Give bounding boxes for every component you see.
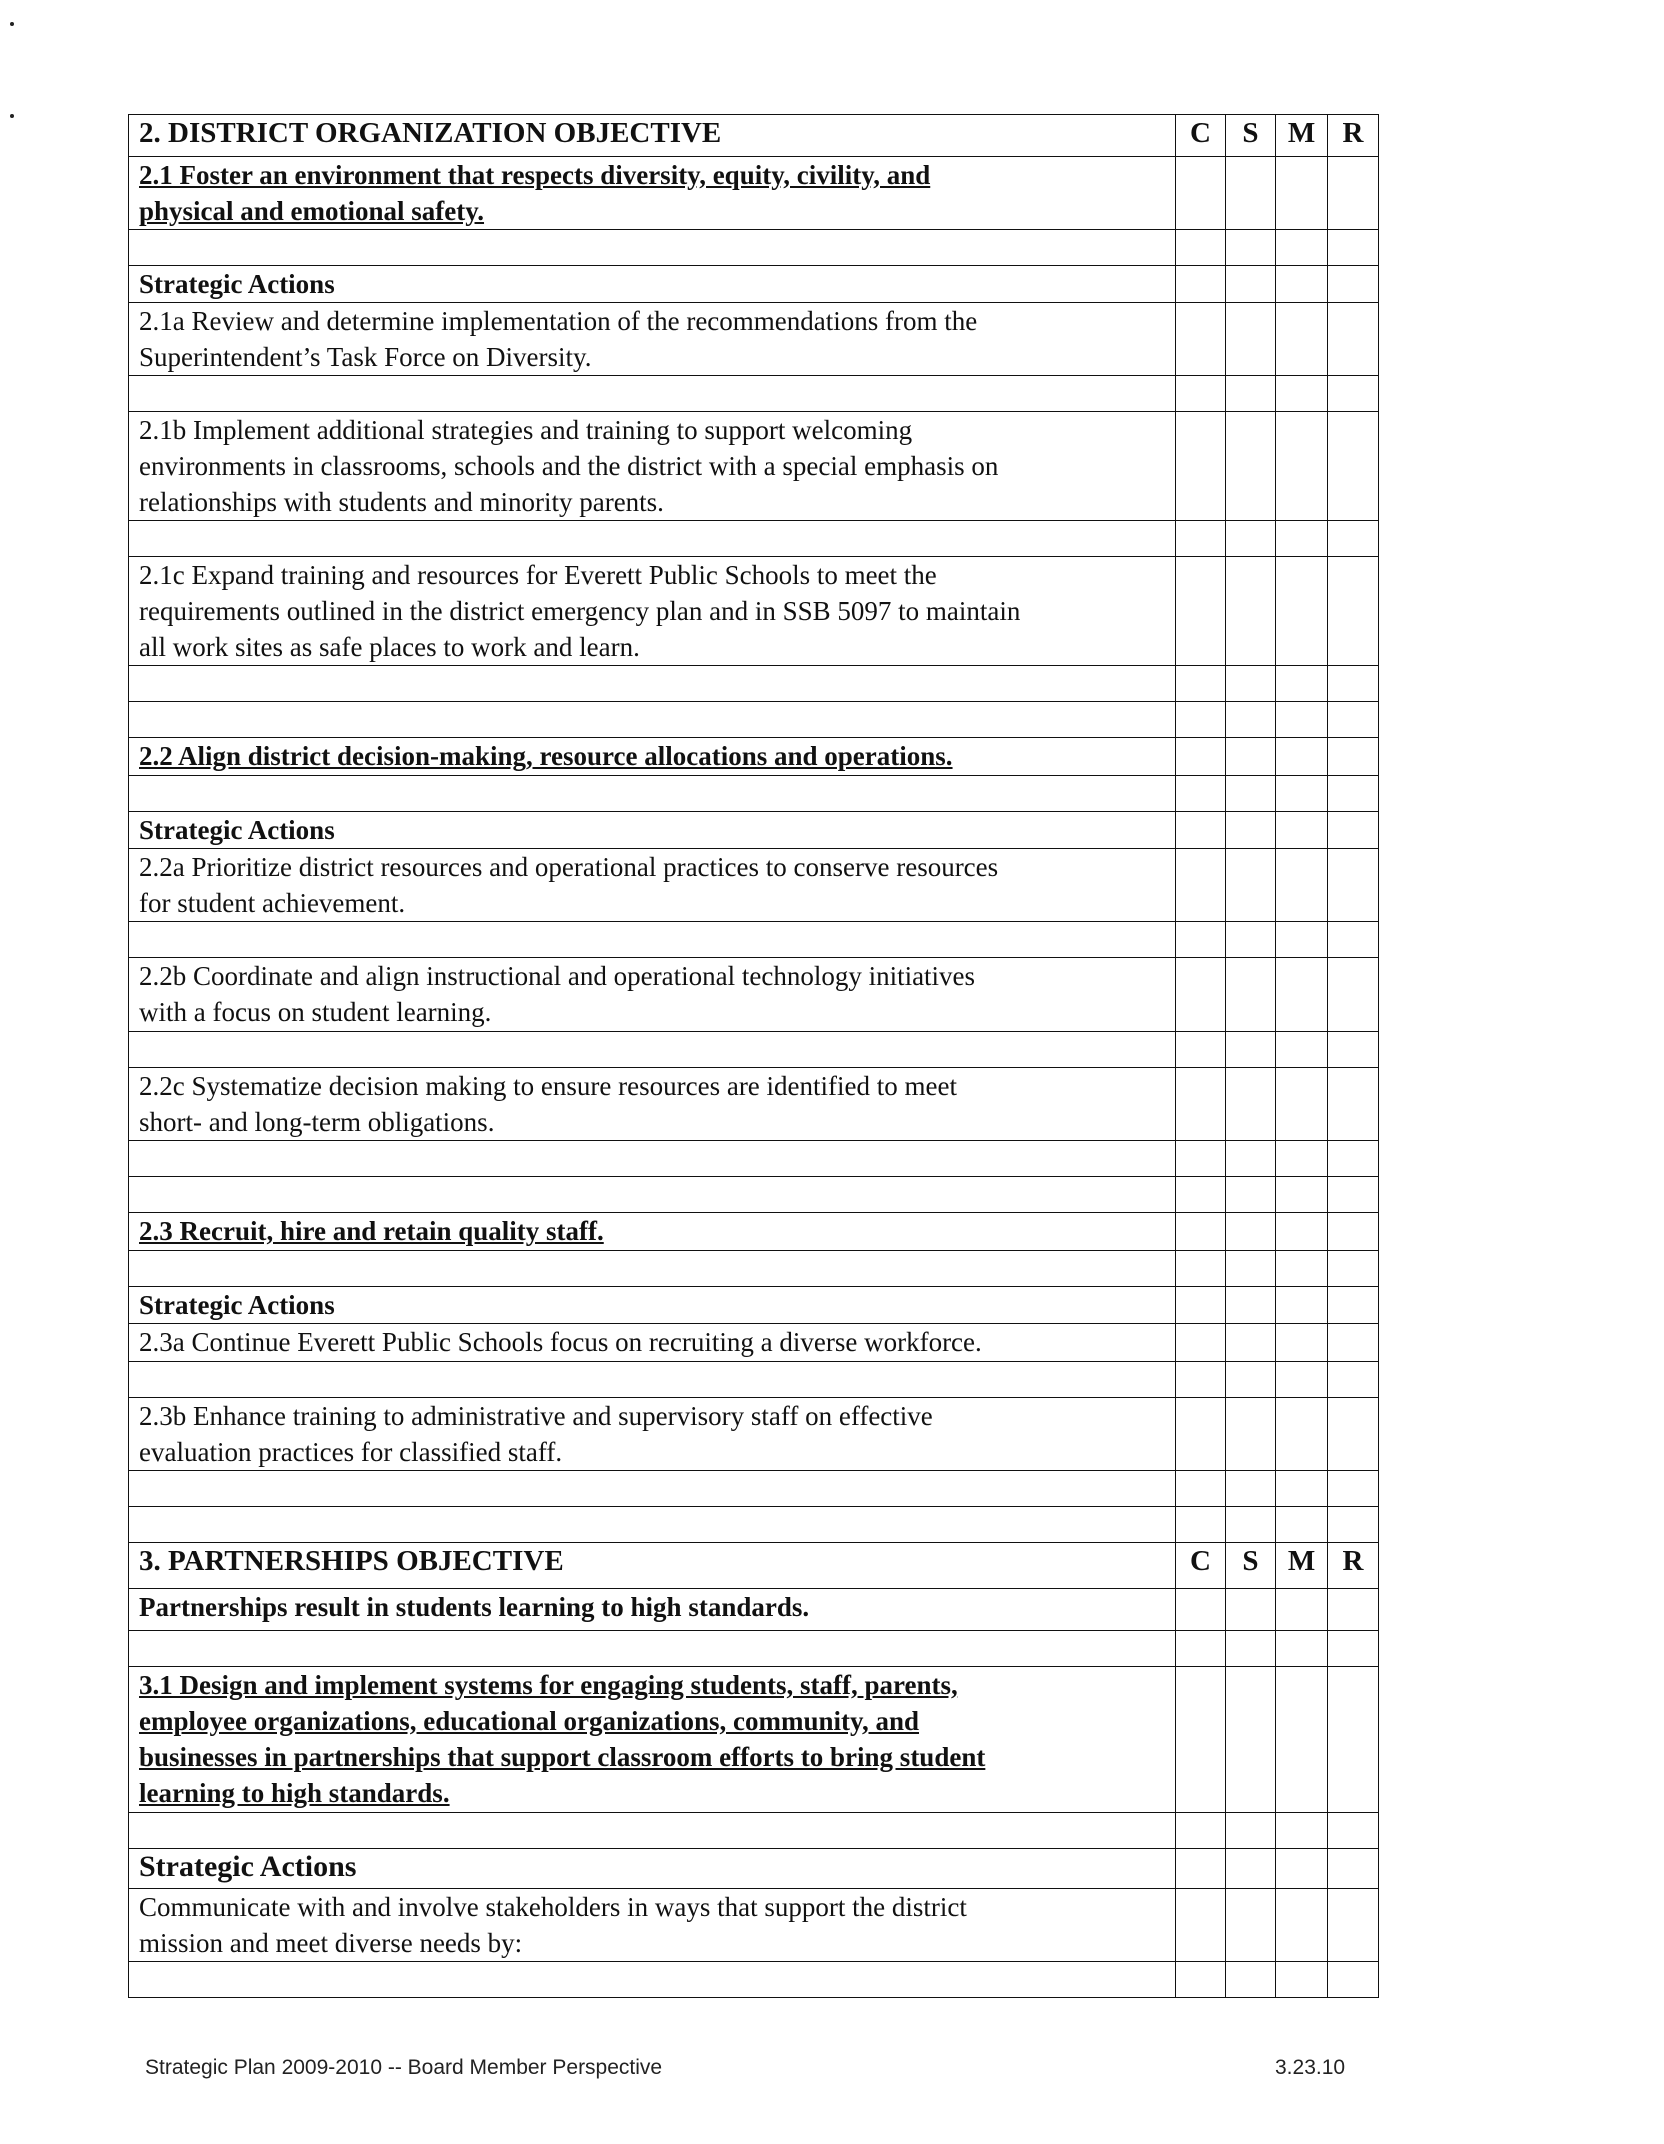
rating-cell: [1226, 702, 1276, 738]
rating-cell: [1328, 521, 1379, 557]
rating-cell: [1176, 1589, 1226, 1631]
rating-cell: [1176, 376, 1226, 412]
blank-cell: [129, 666, 1176, 702]
strategic-plan-table: [128, 114, 1379, 1998]
action-text: 2.2a Prioritize district resources and operational practices to conserve resources for student achievement.: [129, 849, 1176, 922]
rating-cell: [1176, 412, 1226, 521]
blank-row: [129, 702, 1379, 738]
rating-cell: [1226, 1177, 1276, 1213]
table-row: [129, 1849, 1379, 1889]
rating-cell: [1276, 1962, 1328, 1998]
blank-row: [129, 1507, 1379, 1543]
table-row: [129, 738, 1379, 776]
rating-cell: [1176, 666, 1226, 702]
rating-cell: [1328, 1398, 1379, 1471]
rating-cell: [1276, 1287, 1328, 1324]
rating-cell: [1328, 812, 1379, 849]
rating-cell: [1176, 1141, 1226, 1177]
goal-text: 2.2 Align district decision-making, resource allocations and operations.: [129, 738, 1176, 776]
rating-cell: [1226, 1251, 1276, 1287]
rating-cell: [1226, 412, 1276, 521]
column-header-r: R: [1328, 1543, 1379, 1589]
rating-cell: [1226, 958, 1276, 1032]
rating-cell: [1328, 922, 1379, 958]
rating-cell: [1176, 1032, 1226, 1068]
rating-cell: [1176, 1849, 1226, 1889]
column-header-s: S: [1226, 115, 1276, 157]
rating-cell: [1176, 303, 1226, 376]
blank-row: [129, 521, 1379, 557]
rating-cell: [1328, 738, 1379, 776]
blank-row: [129, 1032, 1379, 1068]
blank-cell: [129, 1471, 1176, 1507]
rating-cell: [1276, 1471, 1328, 1507]
rating-cell: [1328, 1324, 1379, 1362]
rating-cell: [1276, 922, 1328, 958]
table-row: [129, 958, 1379, 1032]
rating-cell: [1226, 230, 1276, 266]
blank-cell: [129, 702, 1176, 738]
rating-cell: [1226, 1471, 1276, 1507]
rating-cell: [1176, 1962, 1226, 1998]
blank-cell: [129, 1141, 1176, 1177]
blank-row: [129, 1141, 1379, 1177]
blank-row: [129, 1177, 1379, 1213]
rating-cell: [1276, 812, 1328, 849]
rating-cell: [1176, 1813, 1226, 1849]
blank-row: [129, 1471, 1379, 1507]
rating-cell: [1226, 521, 1276, 557]
rating-cell: [1328, 1631, 1379, 1667]
rating-cell: [1226, 1398, 1276, 1471]
rating-cell: [1328, 230, 1379, 266]
rating-cell: [1328, 157, 1379, 230]
rating-cell: [1176, 1471, 1226, 1507]
rating-cell: [1176, 849, 1226, 922]
blank-row: [129, 1813, 1379, 1849]
rating-cell: [1226, 1324, 1276, 1362]
blank-cell: [129, 1032, 1176, 1068]
rating-cell: [1276, 1324, 1328, 1362]
rating-cell: [1226, 1068, 1276, 1141]
rating-cell: [1328, 1889, 1379, 1962]
table-row: [129, 1287, 1379, 1324]
rating-cell: [1328, 412, 1379, 521]
blank-row: [129, 666, 1379, 702]
action-text: 2.2b Coordinate and align instructional and operational technology initiatives with a focus on student learning.: [129, 958, 1176, 1032]
blank-cell: [129, 521, 1176, 557]
rating-cell: [1276, 1177, 1328, 1213]
rating-cell: [1176, 1889, 1226, 1962]
blank-cell: [129, 1962, 1176, 1998]
blank-cell: [129, 776, 1176, 812]
goal-text: 2.1 Foster an environment that respects diversity, equity, civility, and physical and emotional safety.: [129, 157, 1176, 230]
rating-cell: [1276, 1032, 1328, 1068]
rating-cell: [1328, 1589, 1379, 1631]
action-text: Communicate with and involve stakeholders in ways that support the district mission and meet diverse needs by:: [129, 1889, 1176, 1962]
goal-text: Partnerships result in students learning to high standards.: [129, 1589, 1176, 1631]
table-row: [129, 266, 1379, 303]
rating-cell: [1176, 1213, 1226, 1251]
rating-cell: [1328, 1813, 1379, 1849]
rating-cell: [1276, 776, 1328, 812]
objective-title: 2. DISTRICT ORGANIZATION OBJECTIVE: [129, 115, 1176, 157]
rating-cell: [1276, 1667, 1328, 1813]
rating-cell: [1176, 702, 1226, 738]
column-header-m: M: [1276, 1543, 1328, 1589]
blank-row: [129, 1362, 1379, 1398]
column-header-s: S: [1226, 1543, 1276, 1589]
rating-cell: [1176, 557, 1226, 666]
blank-cell: [129, 230, 1176, 266]
blank-row: [129, 230, 1379, 266]
rating-cell: [1328, 1962, 1379, 1998]
rating-cell: [1328, 1287, 1379, 1324]
rating-cell: [1276, 1889, 1328, 1962]
rating-cell: [1226, 1813, 1276, 1849]
rating-cell: [1276, 230, 1328, 266]
strategic-actions-label: Strategic Actions: [129, 812, 1176, 849]
rating-cell: [1226, 1287, 1276, 1324]
rating-cell: [1176, 1287, 1226, 1324]
rating-cell: [1176, 1324, 1226, 1362]
rating-cell: [1226, 1849, 1276, 1889]
rating-cell: [1226, 376, 1276, 412]
action-text: 2.1b Implement additional strategies and training to support welcoming environments in classrooms, schools and the district with a special emphasis on relationships with students and minority parents.: [129, 412, 1176, 521]
rating-cell: [1328, 1471, 1379, 1507]
blank-cell: [129, 1177, 1176, 1213]
table-row: [129, 849, 1379, 922]
rating-cell: [1276, 1251, 1328, 1287]
rating-cell: [1328, 1141, 1379, 1177]
rating-cell: [1276, 1362, 1328, 1398]
rating-cell: [1276, 738, 1328, 776]
rating-cell: [1226, 666, 1276, 702]
rating-cell: [1276, 1141, 1328, 1177]
rating-cell: [1276, 266, 1328, 303]
goal-text: 3.1 Design and implement systems for engaging students, staff, parents, employee organizations, educational organizations, community, and businesses in partnerships that support classroom efforts to bring student learning to high standards.: [129, 1667, 1176, 1813]
strategic-actions-label: Strategic Actions: [129, 266, 1176, 303]
rating-cell: [1328, 1177, 1379, 1213]
rating-cell: [1328, 1362, 1379, 1398]
rating-cell: [1328, 1849, 1379, 1889]
rating-cell: [1328, 666, 1379, 702]
table-row: [129, 812, 1379, 849]
blank-row: [129, 376, 1379, 412]
strategic-actions-label: Strategic Actions: [129, 1287, 1176, 1324]
rating-cell: [1276, 303, 1328, 376]
rating-cell: [1328, 849, 1379, 922]
rating-cell: [1276, 521, 1328, 557]
rating-cell: [1176, 1362, 1226, 1398]
column-header-m: M: [1276, 115, 1328, 157]
rating-cell: [1176, 521, 1226, 557]
blank-row: [129, 1962, 1379, 1998]
rating-cell: [1226, 157, 1276, 230]
table-row: [129, 1213, 1379, 1251]
rating-cell: [1226, 557, 1276, 666]
rating-cell: [1226, 1889, 1276, 1962]
blank-cell: [129, 1813, 1176, 1849]
table-row: [129, 1889, 1379, 1962]
rating-cell: [1276, 1813, 1328, 1849]
blank-row: [129, 1631, 1379, 1667]
rating-cell: [1328, 702, 1379, 738]
rating-cell: [1276, 1589, 1328, 1631]
rating-cell: [1276, 1849, 1328, 1889]
rating-cell: [1226, 1631, 1276, 1667]
rating-cell: [1276, 157, 1328, 230]
footer-left: Strategic Plan 2009-2010 -- Board Member Perspective: [145, 2056, 663, 2079]
rating-cell: [1276, 1213, 1328, 1251]
blank-row: [129, 1251, 1379, 1287]
rating-cell: [1226, 1032, 1276, 1068]
rating-cell: [1276, 666, 1328, 702]
rating-cell: [1226, 922, 1276, 958]
rating-cell: [1328, 1507, 1379, 1543]
rating-cell: [1176, 738, 1226, 776]
scan-speck: [10, 22, 14, 26]
strategic-actions-label: Strategic Actions: [129, 1849, 1176, 1889]
rating-cell: [1176, 922, 1226, 958]
rating-cell: [1226, 1362, 1276, 1398]
scan-speck: [10, 114, 14, 118]
rating-cell: [1226, 776, 1276, 812]
rating-cell: [1328, 1213, 1379, 1251]
rating-cell: [1276, 412, 1328, 521]
rating-cell: [1226, 1141, 1276, 1177]
column-header-c: C: [1176, 1543, 1226, 1589]
blank-cell: [129, 1251, 1176, 1287]
action-text: 2.3b Enhance training to administrative and supervisory staff on effective evaluation practices for classified staff.: [129, 1398, 1176, 1471]
rating-cell: [1328, 1251, 1379, 1287]
rating-cell: [1226, 266, 1276, 303]
rating-cell: [1328, 557, 1379, 666]
column-header-r: R: [1328, 115, 1379, 157]
blank-cell: [129, 1507, 1176, 1543]
rating-cell: [1328, 1068, 1379, 1141]
rating-cell: [1176, 958, 1226, 1032]
rating-cell: [1328, 1032, 1379, 1068]
table-row: [129, 1667, 1379, 1813]
goal-text: 2.3 Recruit, hire and retain quality staff.: [129, 1213, 1176, 1251]
objective-title: 3. PARTNERSHIPS OBJECTIVE: [129, 1543, 1176, 1589]
rating-cell: [1276, 849, 1328, 922]
rating-cell: [1328, 776, 1379, 812]
rating-cell: [1176, 1177, 1226, 1213]
rating-cell: [1176, 812, 1226, 849]
rating-cell: [1176, 1507, 1226, 1543]
rating-cell: [1226, 849, 1276, 922]
rating-cell: [1176, 1667, 1226, 1813]
rating-cell: [1176, 230, 1226, 266]
rating-cell: [1226, 303, 1276, 376]
blank-cell: [129, 1631, 1176, 1667]
objective-header-row: [129, 1543, 1379, 1589]
blank-cell: [129, 376, 1176, 412]
rating-cell: [1226, 1667, 1276, 1813]
action-text: 2.1c Expand training and resources for Everett Public Schools to meet the requirements outlined in the district emergency plan and in SSB 5097 to maintain all work sites as safe places to work and learn.: [129, 557, 1176, 666]
action-text: 2.1a Review and determine implementation of the recommendations from the Superintendent’s Task Force on Diversity.: [129, 303, 1176, 376]
rating-cell: [1226, 812, 1276, 849]
rating-cell: [1176, 1398, 1226, 1471]
table-row: [129, 557, 1379, 666]
rating-cell: [1276, 958, 1328, 1032]
rating-cell: [1328, 958, 1379, 1032]
rating-cell: [1176, 1631, 1226, 1667]
rating-cell: [1276, 557, 1328, 666]
rating-cell: [1226, 1962, 1276, 1998]
rating-cell: [1176, 157, 1226, 230]
rating-cell: [1276, 1398, 1328, 1471]
action-text: 2.2c Systematize decision making to ensure resources are identified to meet short- and long-term obligations.: [129, 1068, 1176, 1141]
table-row: [129, 1324, 1379, 1362]
rating-cell: [1276, 1507, 1328, 1543]
column-header-c: C: [1176, 115, 1226, 157]
blank-row: [129, 922, 1379, 958]
footer-right: 3.23.10: [1275, 2056, 1346, 2079]
table-row: [129, 1398, 1379, 1471]
rating-cell: [1176, 1251, 1226, 1287]
rating-cell: [1276, 1631, 1328, 1667]
rating-cell: [1176, 776, 1226, 812]
objective-header-row: [129, 115, 1379, 157]
rating-cell: [1226, 1589, 1276, 1631]
rating-cell: [1176, 266, 1226, 303]
blank-row: [129, 776, 1379, 812]
table-row: [129, 1589, 1379, 1631]
table-row: [129, 157, 1379, 230]
rating-cell: [1276, 702, 1328, 738]
rating-cell: [1328, 376, 1379, 412]
rating-cell: [1276, 1068, 1328, 1141]
rating-cell: [1328, 266, 1379, 303]
rating-cell: [1328, 1667, 1379, 1813]
action-text: 2.3a Continue Everett Public Schools focus on recruiting a diverse workforce.: [129, 1324, 1176, 1362]
table-row: [129, 412, 1379, 521]
table-row: [129, 1068, 1379, 1141]
rating-cell: [1276, 376, 1328, 412]
table-row: [129, 303, 1379, 376]
blank-cell: [129, 1362, 1176, 1398]
rating-cell: [1328, 303, 1379, 376]
rating-cell: [1226, 738, 1276, 776]
blank-cell: [129, 922, 1176, 958]
rating-cell: [1176, 1068, 1226, 1141]
rating-cell: [1226, 1213, 1276, 1251]
rating-cell: [1226, 1507, 1276, 1543]
